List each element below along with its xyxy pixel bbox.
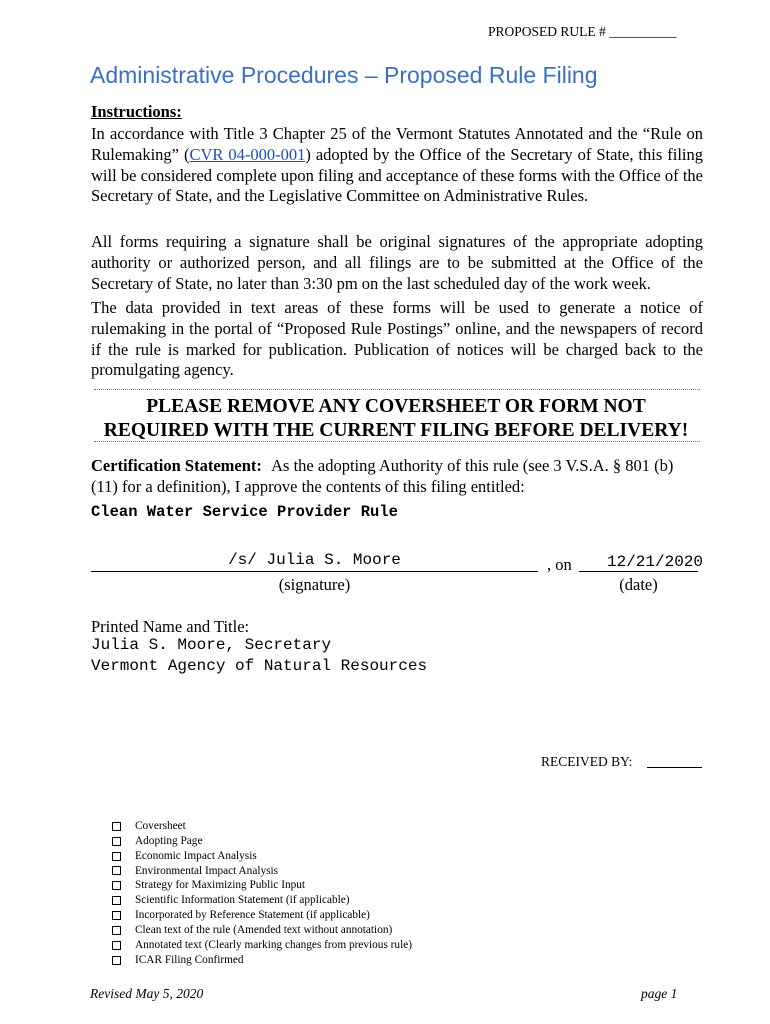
checklist-item[interactable] bbox=[112, 938, 412, 953]
checklist-label: Scientific Information Statement (if applicable) bbox=[135, 894, 350, 907]
checklist-label: Annotated text (Clearly marking changes from previous rule) bbox=[135, 938, 412, 951]
date-caption: (date) bbox=[619, 575, 658, 594]
checkbox[interactable] bbox=[112, 837, 121, 846]
checkbox[interactable] bbox=[112, 941, 121, 950]
checkbox[interactable] bbox=[112, 926, 121, 935]
checkbox[interactable] bbox=[112, 822, 121, 831]
checklist-item[interactable] bbox=[112, 953, 412, 968]
signature-caption: (signature) bbox=[278, 575, 351, 594]
checklist-label: Economic Impact Analysis bbox=[135, 849, 257, 862]
instructions-paragraph-3: The data provided in text areas of these forms will be used to generate a notice of rulemaking in the portal of “Proposed Rule Postings” online, and the newspapers of record if the rule is marked for publication. Publication of notices will be charged back to the promulgating agency. bbox=[91, 298, 703, 380]
cvr-link[interactable]: CVR 04-000-001 bbox=[189, 144, 306, 164]
checklist-label: Incorporated by Reference Statement (if applicable) bbox=[135, 909, 370, 922]
printed-name-label: Printed Name and Title: bbox=[91, 617, 250, 636]
checklist-item[interactable] bbox=[112, 878, 412, 893]
checklist-label: Environmental Impact Analysis bbox=[135, 864, 279, 877]
certification-statement bbox=[91, 455, 703, 497]
checkbox[interactable] bbox=[112, 896, 121, 905]
checkbox[interactable] bbox=[112, 881, 121, 890]
checklist-item[interactable] bbox=[112, 864, 412, 879]
printed-name-field[interactable]: Julia S. Moore, Secretary bbox=[91, 636, 332, 654]
checklist-label: Clean text of the rule (Amended text without annotation) bbox=[135, 923, 393, 936]
revision-date: Revised May 5, 2020 bbox=[90, 986, 204, 1001]
warning-banner bbox=[90, 395, 702, 442]
printed-agency-field[interactable]: Vermont Agency of Natural Resources bbox=[91, 657, 428, 675]
instructions-heading: Instructions: bbox=[91, 102, 182, 121]
page-number: page 1 bbox=[641, 986, 678, 1001]
checklist-item[interactable] bbox=[112, 923, 412, 938]
warning-line-2: REQUIRED WITH THE CURRENT FILING BEFORE DELIVERY! bbox=[103, 419, 689, 441]
signature-field[interactable]: /s/ Julia S. Moore bbox=[228, 551, 401, 569]
checklist-label: Strategy for Maximizing Public Input bbox=[135, 879, 306, 892]
instructions-paragraph-1 bbox=[91, 124, 703, 207]
checkbox[interactable] bbox=[112, 852, 121, 861]
checklist-label: Coversheet bbox=[135, 820, 186, 832]
date-line bbox=[579, 571, 698, 572]
signature-line bbox=[91, 571, 538, 572]
certification-text: As the adopting Authority of this rule (see 3 V.S.A. § 801 (b) (11) for a definition), I approve the contents of this filing entitled: bbox=[91, 456, 674, 496]
checklist-label: Adopting Page bbox=[135, 834, 203, 847]
checklist-item[interactable] bbox=[112, 908, 412, 923]
checkbox[interactable] bbox=[112, 911, 121, 920]
warning-top-divider bbox=[94, 389, 700, 390]
proposed-rule-number: PROPOSED RULE # __________ bbox=[488, 24, 677, 39]
checklist-item[interactable] bbox=[112, 834, 412, 849]
checkbox[interactable] bbox=[112, 866, 121, 875]
checkbox[interactable] bbox=[112, 956, 121, 965]
checklist-item[interactable] bbox=[112, 849, 412, 864]
on-text: , on bbox=[547, 555, 572, 574]
page-title: Administrative Procedures – Proposed Rule Filing bbox=[90, 62, 598, 88]
date-field[interactable]: 12/21/2020 bbox=[606, 553, 703, 571]
warning-bottom-divider bbox=[94, 441, 700, 442]
warning-line-1: PLEASE REMOVE ANY COVERSHEET OR FORM NOT bbox=[146, 396, 646, 417]
rule-title-field[interactable]: Clean Water Service Provider Rule bbox=[91, 503, 398, 521]
checklist-item[interactable] bbox=[112, 893, 412, 908]
filing-checklist bbox=[112, 819, 412, 967]
certification-label: Certification Statement: bbox=[91, 456, 262, 475]
checklist-item[interactable] bbox=[112, 819, 412, 834]
instructions-p1-text-end: ) adopted by the Office of the Secretary of State, this filing will be considered complete upon filing and acceptance of these forms with the Office of the Secretary of State, and the Legislative Committee on Administrative Rules. bbox=[91, 144, 703, 206]
checklist-label: ICAR Filing Confirmed bbox=[135, 953, 244, 966]
received-by-label: RECEIVED BY: bbox=[541, 754, 633, 769]
instructions-p1-text-start: In accordance with Title 3 Chapter 25 of the Vermont Statutes Annotated and the “Rule on Rulemaking” ( bbox=[91, 124, 703, 164]
instructions-paragraph-2: All forms requiring a signature shall be original signatures of the appropriate adopting authority or authorized person, and all filings are to be submitted at the Office of the Secretary of State, no later than 3:30 pm on the last scheduled day of the work week. bbox=[91, 232, 703, 293]
received-by-line bbox=[647, 767, 702, 768]
